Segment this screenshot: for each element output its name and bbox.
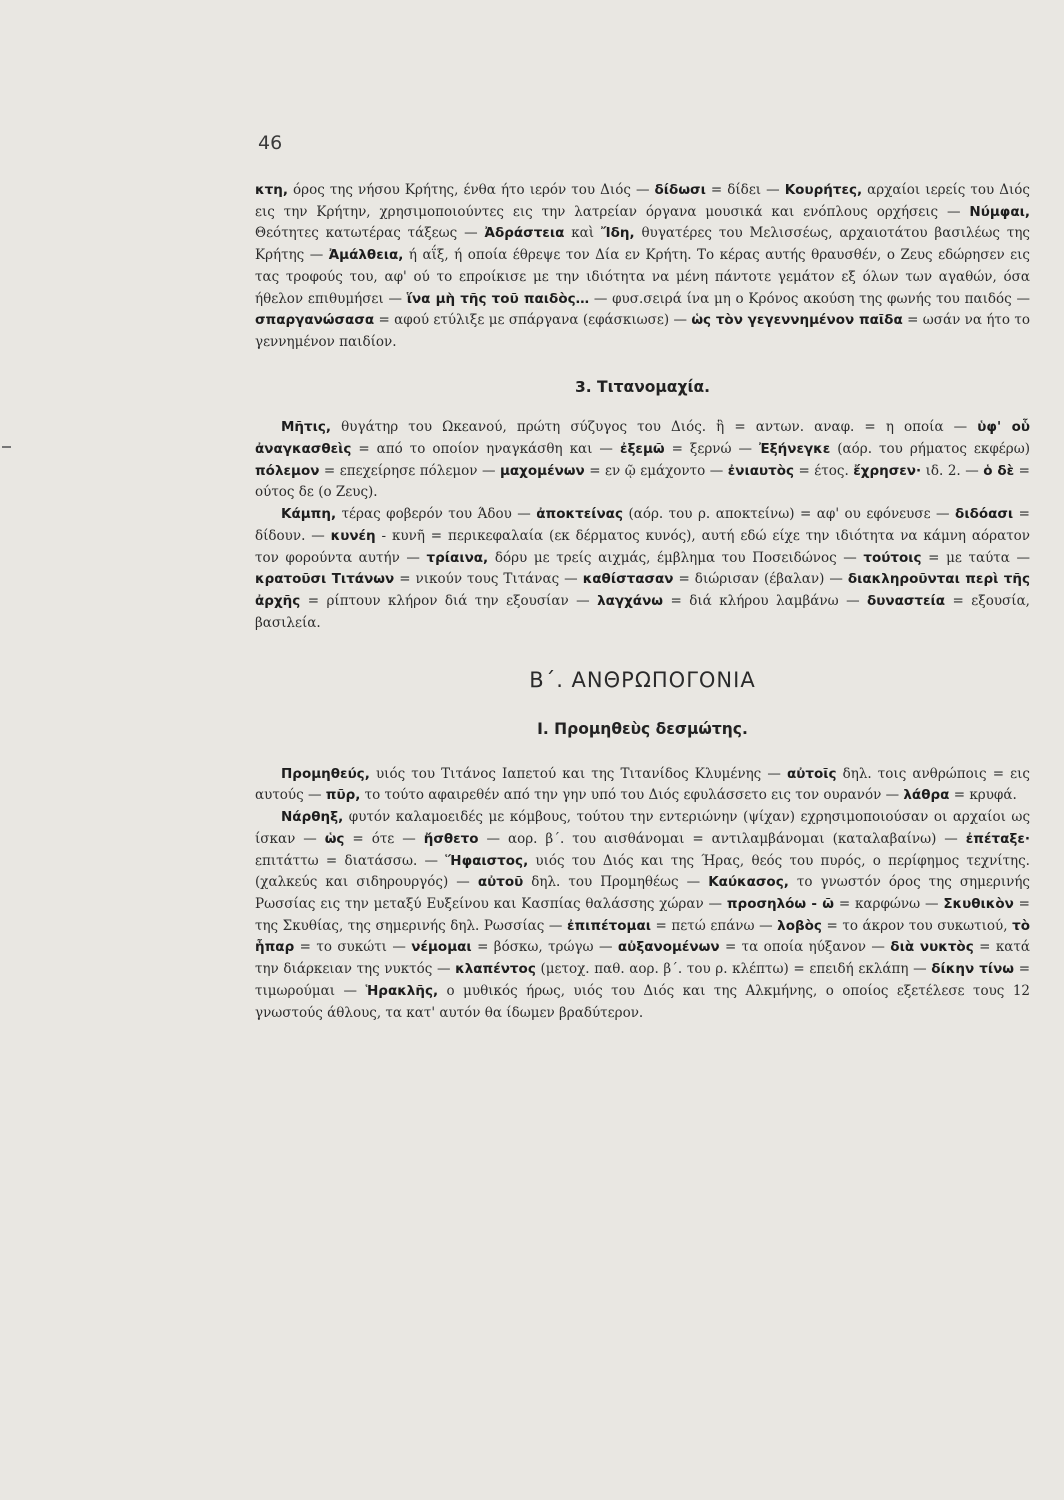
gloss-text: = από το οποίον ηναγκάσθη και — — [351, 441, 620, 458]
glossary-term: τρίαινα, — [426, 549, 489, 566]
glossary-term: ἀποκτείνας — [536, 506, 623, 523]
glossary-term: Ἥφαιστος, — [445, 852, 529, 869]
glossary-term: Νύμφαι, — [969, 203, 1030, 220]
glossary-term: ἐπέταξε· — [965, 830, 1030, 847]
gloss-text: όρος της νήσου Κρήτης, ένθα ήτο ιερόν του Διός — — [287, 182, 655, 198]
glossary-term: δίδωσι — [654, 182, 706, 198]
gloss-text: = εν ῷ εμάχοντο — — [584, 462, 728, 479]
glossary-paragraph — [255, 417, 1030, 504]
glossary-term: αὐτοῦ — [477, 874, 524, 891]
gloss-text: δόρυ με τρείς αιχμάς, έμβλημα του Ποσειδώνος — — [488, 549, 864, 566]
glossary-term: αὐτοῖς — [786, 765, 837, 782]
gloss-text: = εξουσία, βασιλεία. — [255, 592, 1030, 631]
gloss-text: θυγάτηρ του Ωκεανού, πρώτη σύζυγος του Διός. ἣ = αντων. αναφ. = η οποία — — [331, 419, 978, 436]
gloss-text: = ούτος δε (ο Ζευς). — [255, 462, 1030, 501]
glossary-term: αὐξανομένων — [617, 939, 720, 956]
page-number: 46 — [258, 132, 283, 154]
glossary-term: Καύκασος, — [708, 874, 789, 891]
gloss-text: = ξερνώ — — [664, 441, 759, 458]
gloss-text: = με ταύτα — — [921, 549, 1030, 566]
glossary-term: τὸ ἧπαρ — [255, 917, 1030, 956]
glossary-term: Ἡρακλῆς, — [365, 982, 439, 999]
glossary-paragraph — [255, 180, 1030, 354]
glossary-term: κρατοῦσι Τιτάνων — [255, 571, 395, 588]
glossary-term: ἵνα μὴ τῆς τοῦ παιδὸς… — [406, 290, 590, 307]
glossary-term: Μῆτις, — [281, 419, 332, 436]
gloss-text: υιός του Διός και της Ήρας, θεός του πυρός, ο περίφημος τεχνίτης. (χαλκεύς και σιδηρουργός) — — [255, 852, 1030, 891]
gloss-text: - κυνῆ = περικεφαλαία (εκ δέρματος κυνός), αυτή εδώ είχε την ιδιότητα να κάμνη αόρατον τον φορούντα αυτήν — — [255, 527, 1030, 566]
glossary-term: Κουρήτες, — [784, 182, 863, 198]
glossary-term: Ἀμάλθεια, — [328, 247, 404, 264]
glossary-term: τούτοις — [863, 549, 922, 566]
glossary-term: Ἴδη, — [600, 225, 635, 242]
glossary-term: λάθρα — [903, 787, 950, 804]
glossary-term: κτη, — [255, 182, 288, 198]
gloss-text: = νικούν τους Τιτάνας — — [394, 571, 583, 588]
gloss-text: το τούτο αφαιρεθέν από την γην υπό του Διός εφυλάσσετο εις τον ουρανόν — — [360, 787, 904, 804]
gloss-text: επιτάττω = διατάσσω. — — [255, 852, 446, 869]
scan-edge-mark — [2, 446, 11, 448]
glossary-term: πῦρ, — [325, 787, 361, 804]
glossary-term: ἤσθετο — [423, 830, 479, 847]
gloss-text: ο μυθικός ήρως, υιός του Διός και της Αλκμήνης, ο οποίος εξετέλεσε τους 12 γνωστούς άθλους, τα κατ' αυτόν θα ίδωμεν βραδύτερον. — [255, 982, 1030, 1021]
glossary-term: ὁ δὲ — [983, 462, 1015, 479]
gloss-text: = τα οποία ηύξανον — — [719, 939, 891, 956]
page-body — [255, 180, 1030, 1024]
gloss-text: = τιμωρούμαι — — [255, 961, 1031, 999]
glossary-term: διακληροῦνται περὶ τῆς ἀρχῆς — [255, 571, 1031, 609]
gloss-text: καὶ — [564, 225, 601, 242]
glossary-term: λαγχάνω — [597, 592, 664, 609]
gloss-text: — αορ. β΄. του αισθάνομαι = αντιλαμβάνομαι (καταλαβαίνω) — — [478, 830, 966, 847]
gloss-text: = έτος. — [794, 462, 854, 479]
glossary-term: Κάμπη, — [281, 506, 337, 523]
gloss-text: θυγατέρες του Μελισσέως, αρχαιοτάτου βασιλέως της Κρήτης — — [255, 225, 1030, 264]
gloss-text: = καρφώνω — — [833, 895, 944, 912]
glossary-paragraph — [255, 504, 1030, 634]
glossary-term: σπαργανώσασα — [255, 312, 375, 329]
gloss-text: Θεότητες κατωτέρας τάξεως — — [255, 225, 485, 242]
glossary-term: Προμηθεύς, — [281, 765, 370, 782]
gloss-text: = ωσάν να ήτο το γεννημένον παιδίον. — [255, 312, 1030, 350]
glossary-term: διδόασι — [955, 506, 1014, 523]
glossary-term: Ἐξήνεγκε — [759, 441, 831, 458]
glossary-term: Σκυθικὸν — [943, 895, 1014, 912]
gloss-text: υιός του Τιτάνος Ιαπετού και της Τιτανίδος Κλυμένης — — [369, 765, 787, 782]
glossary-term: δίκην τίνω — [931, 961, 1015, 978]
gloss-text: = διά κλήρου λαμβάνω — — [663, 592, 868, 609]
glossary-term: κυνέη — [330, 527, 376, 544]
section-heading: Ι. Προμηθεὺς δεσμώτης. — [537, 720, 748, 739]
glossary-term: ἐπιπέτομαι — [566, 917, 651, 934]
glossary-term: καθίστασαν — [582, 571, 674, 588]
gloss-text: = επεχείρησε πόλεμον — — [319, 462, 500, 479]
gloss-text: = κατά την διάρκειαν της νυκτός — — [255, 939, 1030, 978]
glossary-term: ὡς τὸν γεγεννημένον παῖδα — [691, 312, 903, 329]
gloss-text: = ότε — — [344, 830, 424, 847]
glossary-term: δυναστεία — [867, 592, 946, 609]
gloss-text: = κρυφά. — [949, 787, 1017, 804]
glossary-term: κλαπέντος — [455, 961, 536, 978]
glossary-paragraph — [255, 764, 1030, 807]
gloss-text: δηλ. του Προμηθέως — — [523, 874, 709, 891]
glossary-term: ὑφ' οὗ ἀναγκασθεὶς — [255, 419, 1030, 458]
gloss-text: = πετώ επάνω — — [650, 917, 778, 934]
glossary-term: Ἀδράστεια — [484, 225, 565, 242]
glossary-paragraph — [255, 807, 1030, 1024]
gloss-text: = της Σκυθίας, της σημερινής δηλ. Ρωσσίας — — [255, 895, 1030, 934]
gloss-text: = δίδουν. — — [255, 506, 1030, 544]
glossary-term: ὡς — [324, 830, 345, 847]
gloss-text: = ρίπτουν κλήρον διά την εξουσίαν — — [300, 592, 598, 609]
gloss-text: = το άκρον του συκωτιού, — [821, 917, 1013, 934]
gloss-text: = διώρισαν (έβαλαν) — — [673, 571, 848, 588]
gloss-text: = βόσκω, τρώγω — — [471, 939, 618, 956]
glossary-term: ἐξεμῶ — [619, 441, 665, 458]
gloss-text: (αόρ. του ρ. αποκτείνω) = αφ' ου εφόνευσε — — [622, 506, 956, 523]
gloss-text: = δίδει — — [705, 182, 785, 198]
glossary-term: ἔχρησεν· — [853, 462, 922, 479]
glossary-term: λοβὸς — [777, 917, 822, 934]
gloss-text: το γνωστόν όρος της σημερινής Ρωσσίας εις την μεταξύ Ευξείνου και Κασπίας θαλάσσης χώραν — — [255, 874, 1030, 912]
glossary-term: νέμομαι — [411, 939, 472, 956]
gloss-text: ιδ. 2. — — [921, 462, 984, 479]
gloss-text: ή αΐξ, ή οποία έθρεψε τον Δία εν Κρήτη. Το κέρας αυτής θραυσθέν, ο Ζευς εδώρησεν εις τας τροφούς του, αφ' ού το επροίκισε με την ιδιότητα να μένη πάντοτε γεμάτον εξ όλων των αγαθών, όσα ήθελον επιθυμήσει — — [255, 247, 1030, 307]
gloss-text: αρχαίοι ιερείς του Διός εις την Κρήτην, χρησιμοποιούντες εις την λατρείαν όργανα μουσικά και ενόπλους ορχήσεις — — [255, 182, 1030, 220]
glossary-term: διὰ νυκτὸς — [890, 939, 974, 956]
glossary-term: πόλεμον — [255, 462, 320, 479]
gloss-text: τέρας φοβερόν του Άδου — — [336, 506, 537, 523]
glossary-term: μαχομένων — [499, 462, 585, 479]
gloss-text: = το συκώτι — — [294, 939, 412, 956]
gloss-text: φυτόν καλαμοειδές με κόμβους, τούτου την εντεριώνην (ψίχαν) εχρησιμοποιούσαν οι αρχαίοι ως ίσκαν — — [255, 809, 1030, 847]
gloss-text: (μετοχ. παθ. αορ. β΄. του ρ. κλέπτω) = επειδή εκλάπη — — [535, 961, 932, 978]
glossary-term: προσηλόω - ῶ — [726, 895, 834, 912]
gloss-text: — φυσ.σειρά ίνα μη ο Κρόνος ακούση της φωνής του παιδός — — [589, 290, 1030, 307]
gloss-text: (αόρ. του ρήματος εκφέρω) — [830, 441, 1030, 458]
glossary-term: ἐνιαυτὸς — [727, 462, 794, 479]
section-heading: 3. Τιτανομαχία. — [574, 377, 711, 396]
glossary-term: Νάρθηξ, — [281, 809, 344, 826]
part-heading: Β΄. ΑΝΘΡΩΠΟΓΟΝΙΑ — [529, 668, 756, 693]
gloss-text: = αφού ετύλιξε με σπάργανα (εφάσκιωσε) — — [374, 312, 692, 329]
gloss-text: δηλ. τοις ανθρώποις = εις αυτούς — — [255, 765, 1030, 804]
